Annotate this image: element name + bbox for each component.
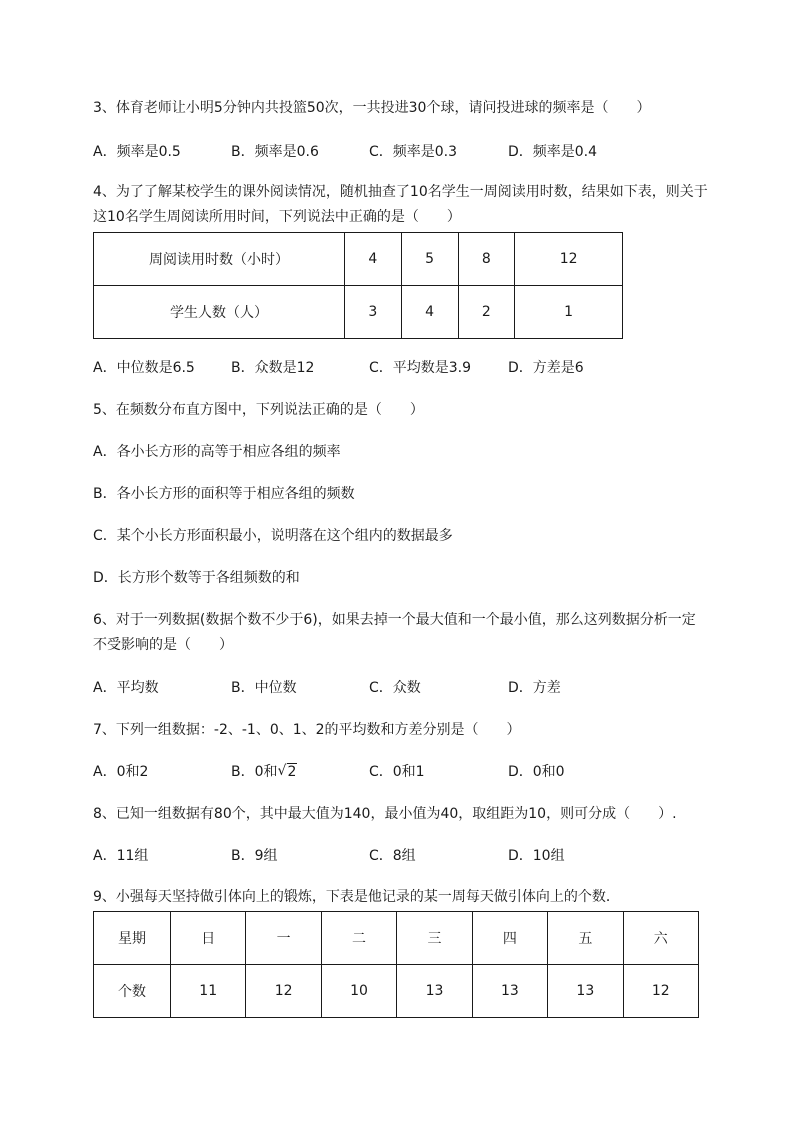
- square-root-symbol: [278, 762, 298, 782]
- question-4-option-a[interactable]: A．中位数是6.5: [93, 360, 195, 376]
- question-6-option-a[interactable]: A．平均数: [93, 680, 159, 696]
- question-5-option-d[interactable]: D．长方形个数等于各组频数的和: [93, 570, 300, 586]
- question-3-option-b[interactable]: B．频率是0.6: [231, 144, 319, 160]
- question-8-option-c[interactable]: C．8组: [369, 848, 416, 864]
- question-6-option-c[interactable]: C．众数: [369, 680, 421, 696]
- table-cell: 13: [397, 965, 472, 1018]
- question-7-option-b[interactable]: [231, 762, 297, 782]
- table-cell: 13: [548, 965, 623, 1018]
- table-cell: 12: [515, 233, 623, 286]
- question-3-stem: 3、体育老师让小明5分钟内共投篮50次，一共投进30个球，请问投进球的频率是（ ）: [93, 100, 651, 116]
- table-cell: 六: [623, 912, 698, 965]
- table-cell: 日: [171, 912, 246, 965]
- table-cell: 10: [321, 965, 396, 1018]
- table-cell: 三: [397, 912, 472, 965]
- question-7-option-d[interactable]: D．0和0: [508, 764, 565, 780]
- table-cell: 12: [623, 965, 698, 1018]
- question-8-option-d[interactable]: D．10组: [508, 848, 565, 864]
- table-cell: 4: [401, 286, 458, 339]
- question-7-option-c[interactable]: C．0和1: [369, 764, 425, 780]
- question-3-option-a[interactable]: A．频率是0.5: [93, 144, 181, 160]
- question-5-option-a[interactable]: A．各小长方形的高等于相应各组的频率: [93, 444, 341, 460]
- pullup-weekly-table: [93, 911, 699, 1018]
- table-row: [94, 233, 623, 286]
- question-7-option-b-text: B．0和: [231, 764, 278, 780]
- table-cell: 8: [458, 233, 515, 286]
- question-4-option-d[interactable]: D．方差是6: [508, 360, 584, 376]
- table-cell: 3: [345, 286, 402, 339]
- table-cell: 11: [171, 965, 246, 1018]
- table-header-cell: 星期: [94, 912, 171, 965]
- table-row: [94, 286, 623, 339]
- question-9-stem: 9、小强每天坚持做引体向上的锻炼，下表是他记录的某一周每天做引体向上的个数．: [93, 889, 620, 905]
- question-3-option-c[interactable]: C．频率是0.3: [369, 144, 458, 160]
- table-header-cell: 周阅读用时数（小时）: [94, 233, 345, 286]
- question-6-option-b[interactable]: B．中位数: [231, 680, 297, 696]
- square-root-radicand: 2: [287, 764, 297, 780]
- reading-hours-table: [93, 232, 623, 339]
- question-3-option-d[interactable]: D．频率是0.4: [508, 144, 598, 160]
- question-5-stem: 5、在频数分布直方图中，下列说法正确的是（ ）: [93, 402, 424, 418]
- table-cell: 12: [246, 965, 321, 1018]
- table-row: [94, 912, 699, 965]
- question-5-option-b[interactable]: B．各小长方形的面积等于相应各组的频数: [93, 486, 355, 502]
- table-row: [94, 965, 699, 1018]
- question-4-stem-line1: 4、为了了解某校学生的课外阅读情况，随机抽查了10名学生一周阅读用时数，结果如下表，则关于: [93, 184, 708, 200]
- question-6-stem-line1: 6、对于一列数据(数据个数不少于6)，如果去掉一个最大值和一个最小值，那么这列数据分析一定: [93, 612, 696, 628]
- question-7-stem: 7、下列一组数据：-2、-1、0、1、2的平均数和方差分别是（ ）: [93, 722, 521, 738]
- table-cell: 一: [246, 912, 321, 965]
- question-6-option-d[interactable]: D．方差: [508, 680, 561, 696]
- question-8-stem: 8、已知一组数据有80个，其中最大值为140，最小值为40，取组距为10，则可分成（ ）.: [93, 806, 677, 822]
- table-header-cell: 个数: [94, 965, 171, 1018]
- table-cell: 5: [401, 233, 458, 286]
- question-7-option-a[interactable]: A．0和2: [93, 764, 149, 780]
- question-8-option-a[interactable]: A．11组: [93, 848, 149, 864]
- table-cell: 1: [515, 286, 623, 339]
- table-cell: 4: [345, 233, 402, 286]
- table-cell: 2: [458, 286, 515, 339]
- table-cell: 四: [472, 912, 547, 965]
- question-6-stem-line2: 不受影响的是（ ）: [93, 637, 233, 653]
- question-4-option-b[interactable]: B．众数是12: [231, 360, 315, 376]
- question-4-stem-line2: 这10名学生周阅读所用时间，下列说法中正确的是（ ）: [93, 209, 461, 225]
- table-cell: 五: [548, 912, 623, 965]
- question-4-option-c[interactable]: C．平均数是3.9: [369, 360, 472, 376]
- table-cell: 13: [472, 965, 547, 1018]
- question-8-option-b[interactable]: B．9组: [231, 848, 278, 864]
- table-header-cell: 学生人数（人）: [94, 286, 345, 339]
- table-cell: 二: [321, 912, 396, 965]
- question-5-option-c[interactable]: C．某个小长方形面积最小，说明落在这个组内的数据最多: [93, 528, 453, 544]
